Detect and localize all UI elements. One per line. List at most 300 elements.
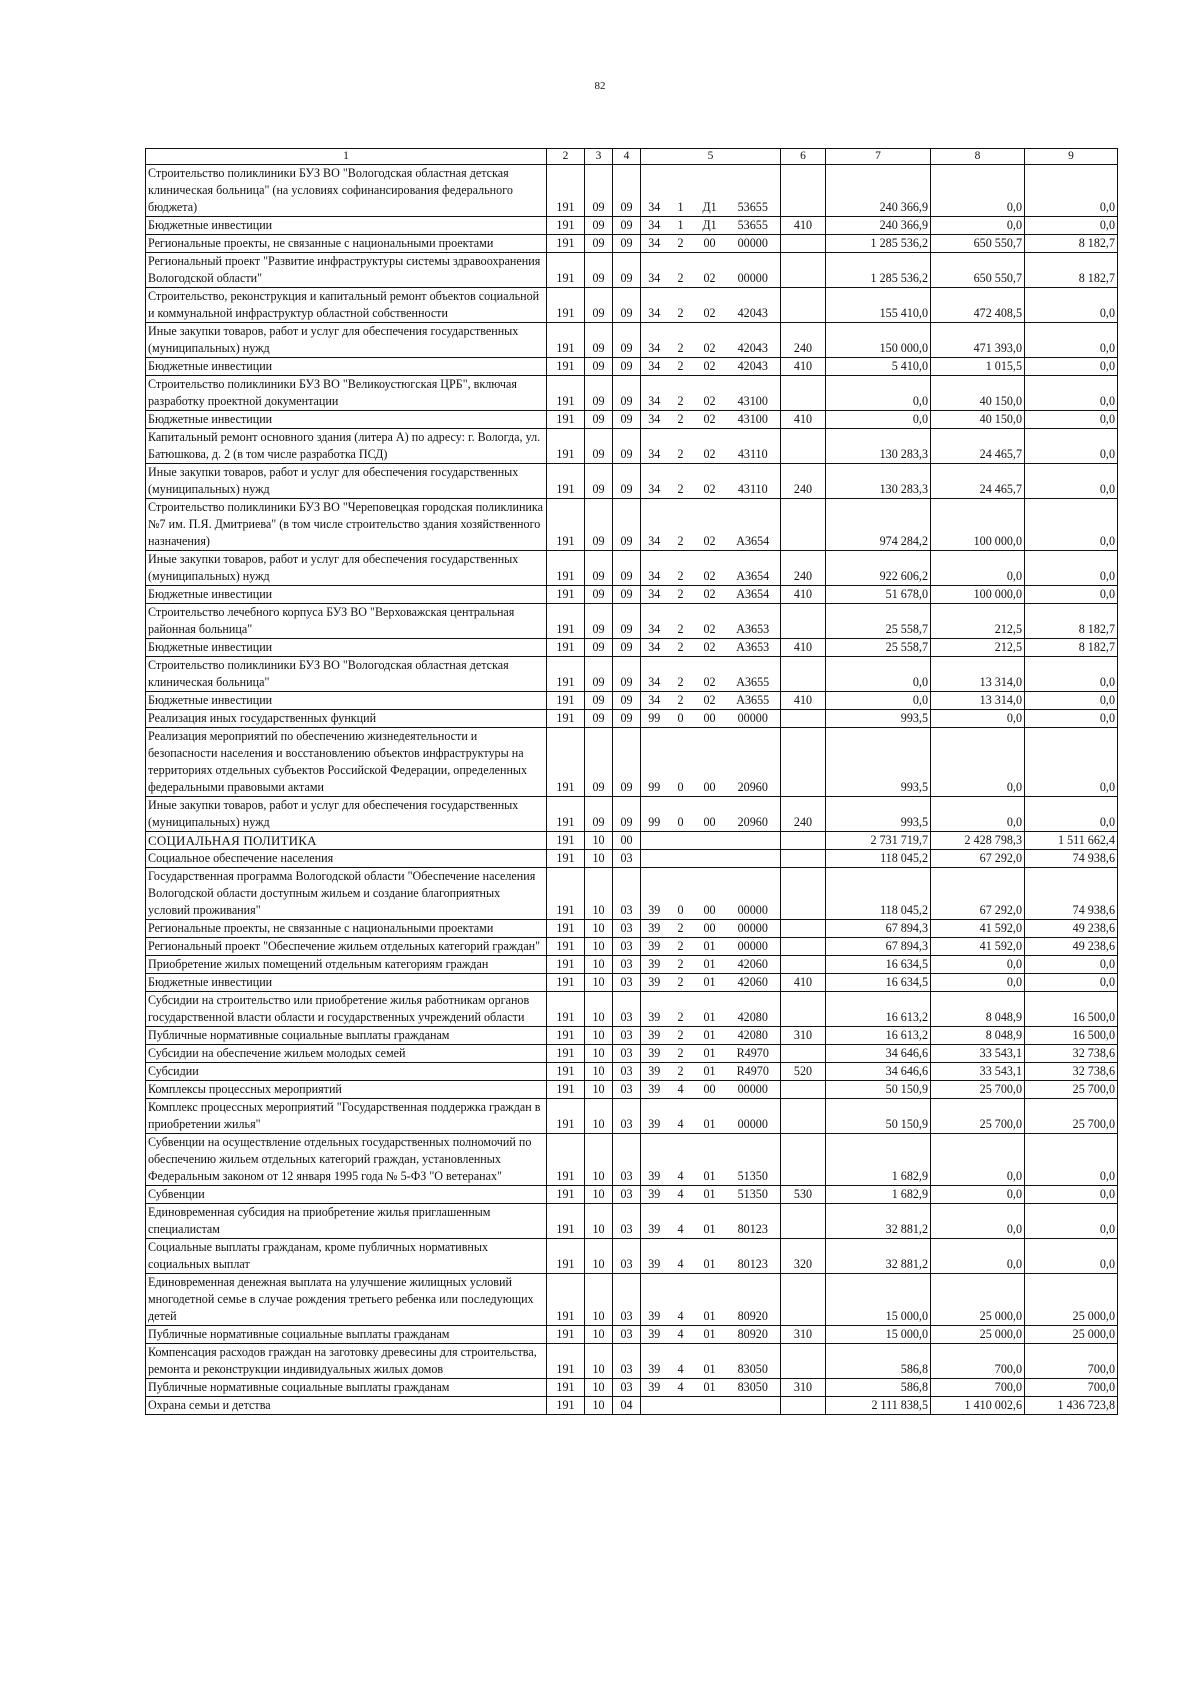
amount-year2-cell: 700,0 <box>931 1379 1025 1397</box>
code-subsection-cell: 09 <box>613 429 641 464</box>
target-direction-cell: А3655 <box>726 692 781 710</box>
row-name-cell: Реализация мероприятий по обеспечению жизнедеятельности и безопасности населения и восстановлению объектов инфраструктуры на территориях отдельных субъектов Российской Федерации, определенных федеральными правовыми актами <box>146 728 547 797</box>
target-program-cell: 39 <box>641 1081 668 1099</box>
target-program-cell: 34 <box>641 639 668 657</box>
amount-year1-cell: 130 283,3 <box>826 429 931 464</box>
target-subprogram-cell: 01 <box>694 992 726 1027</box>
expense-type-cell <box>781 728 826 797</box>
amount-year2-cell: 472 408,5 <box>931 288 1025 323</box>
target-type-cell: 2 <box>668 288 694 323</box>
row-name-cell: Региональные проекты, не связанные с национальными проектами <box>146 920 547 938</box>
expense-type-cell <box>781 1099 826 1134</box>
code-grbs-cell: 191 <box>547 657 585 692</box>
row-name-cell: Строительство поликлиники БУЗ ВО "Вологодская областная детская клиническая больница" (на условиях софинансирования федерального бюджета) <box>146 165 547 217</box>
code-grbs-cell: 191 <box>547 992 585 1027</box>
code-grbs-cell: 191 <box>547 499 585 551</box>
table-row <box>146 358 1118 376</box>
amount-year1-cell: 32 881,2 <box>826 1204 931 1239</box>
amount-year3-cell: 0,0 <box>1025 956 1118 974</box>
row-name-cell: Капитальный ремонт основного здания (литера А) по адресу: г. Вологда, ул. Батюшкова, д. 2 (в том числе разработка ПСД) <box>146 429 547 464</box>
expense-type-cell: 240 <box>781 797 826 832</box>
expense-type-cell <box>781 1397 826 1415</box>
target-program-cell: 39 <box>641 1186 668 1204</box>
amount-year2-cell: 0,0 <box>931 217 1025 235</box>
target-direction-cell: 83050 <box>726 1344 781 1379</box>
expense-type-cell: 240 <box>781 551 826 586</box>
target-subprogram-cell: 02 <box>694 429 726 464</box>
row-name-cell: Субсидии на строительство или приобретение жилья работникам органов государственной власти области и государственных учреждений области <box>146 992 547 1027</box>
target-type-cell: 2 <box>668 604 694 639</box>
expense-type-cell: 410 <box>781 586 826 604</box>
row-name-cell: Бюджетные инвестиции <box>146 358 547 376</box>
row-name-cell: Субсидии на обеспечение жильем молодых семей <box>146 1045 547 1063</box>
row-name-cell: Иные закупки товаров, работ и услуг для обеспечения государственных (муниципальных) нужд <box>146 797 547 832</box>
table-row <box>146 797 1118 832</box>
target-subprogram-cell <box>694 832 726 850</box>
target-subprogram-cell: 01 <box>694 1239 726 1274</box>
code-grbs-cell: 191 <box>547 974 585 992</box>
expense-type-cell: 320 <box>781 1239 826 1274</box>
expense-type-cell: 310 <box>781 1379 826 1397</box>
expense-type-cell <box>781 832 826 850</box>
amount-year3-cell: 25 000,0 <box>1025 1326 1118 1344</box>
expense-type-cell <box>781 165 826 217</box>
amount-year3-cell: 0,0 <box>1025 657 1118 692</box>
target-type-cell: 0 <box>668 728 694 797</box>
target-program-cell: 39 <box>641 1045 668 1063</box>
code-grbs-cell: 191 <box>547 1045 585 1063</box>
code-section-cell: 09 <box>585 358 613 376</box>
expense-type-cell: 240 <box>781 323 826 358</box>
code-section-cell: 10 <box>585 1081 613 1099</box>
row-name-cell: Строительство поликлиники БУЗ ВО "Вологодская областная детская клиническая больница" <box>146 657 547 692</box>
amount-year1-cell: 16 634,5 <box>826 974 931 992</box>
amount-year3-cell: 8 182,7 <box>1025 604 1118 639</box>
target-type-cell: 2 <box>668 938 694 956</box>
page-number: 82 <box>594 80 606 92</box>
expense-type-cell <box>781 604 826 639</box>
row-name-cell: Строительство лечебного корпуса БУЗ ВО "Верховажская центральная районная больница" <box>146 604 547 639</box>
row-name-cell: Приобретение жилых помещений отдельным категориям граждан <box>146 956 547 974</box>
amount-year2-cell: 25 700,0 <box>931 1081 1025 1099</box>
amount-year3-cell: 74 938,6 <box>1025 850 1118 868</box>
amount-year1-cell: 922 606,2 <box>826 551 931 586</box>
row-name-cell: Публичные нормативные социальные выплаты гражданам <box>146 1027 547 1045</box>
code-grbs-cell: 191 <box>547 288 585 323</box>
target-program-cell: 99 <box>641 728 668 797</box>
code-grbs-cell: 191 <box>547 1063 585 1081</box>
target-direction-cell: 51350 <box>726 1134 781 1186</box>
target-type-cell: 2 <box>668 1045 694 1063</box>
code-subsection-cell: 03 <box>613 850 641 868</box>
code-grbs-cell: 191 <box>547 429 585 464</box>
target-type-cell: 2 <box>668 992 694 1027</box>
code-subsection-cell: 03 <box>613 1204 641 1239</box>
target-type-cell: 0 <box>668 710 694 728</box>
code-subsection-cell: 03 <box>613 868 641 920</box>
amount-year2-cell: 13 314,0 <box>931 692 1025 710</box>
code-grbs-cell: 191 <box>547 253 585 288</box>
code-grbs-cell: 191 <box>547 938 585 956</box>
code-section-cell: 09 <box>585 376 613 411</box>
amount-year1-cell: 2 111 838,5 <box>826 1397 931 1415</box>
target-direction-cell: R4970 <box>726 1045 781 1063</box>
target-type-cell: 4 <box>668 1239 694 1274</box>
code-subsection-cell: 09 <box>613 411 641 429</box>
table-row <box>146 1081 1118 1099</box>
target-subprogram-cell: 00 <box>694 1081 726 1099</box>
target-type-cell: 0 <box>668 868 694 920</box>
target-program-cell: 39 <box>641 868 668 920</box>
table-row <box>146 956 1118 974</box>
code-section-cell: 10 <box>585 1274 613 1326</box>
row-name-cell: Государственная программа Вологодской области "Обеспечение населения Вологодской области доступным жильем и создание благоприятных условий проживания" <box>146 868 547 920</box>
code-section-cell: 09 <box>585 165 613 217</box>
target-subprogram-cell: 02 <box>694 657 726 692</box>
code-section-cell: 10 <box>585 992 613 1027</box>
expense-type-cell <box>781 868 826 920</box>
table-row <box>146 1239 1118 1274</box>
code-grbs-cell: 191 <box>547 1081 585 1099</box>
target-direction-cell: 43110 <box>726 464 781 499</box>
code-subsection-cell: 03 <box>613 1274 641 1326</box>
code-section-cell: 10 <box>585 1027 613 1045</box>
target-direction-cell: А3654 <box>726 551 781 586</box>
table-row <box>146 868 1118 920</box>
target-direction-cell: 80123 <box>726 1204 781 1239</box>
code-section-cell: 09 <box>585 411 613 429</box>
code-subsection-cell: 09 <box>613 728 641 797</box>
code-section-cell: 10 <box>585 1186 613 1204</box>
amount-year3-cell: 25 700,0 <box>1025 1099 1118 1134</box>
amount-year2-cell: 0,0 <box>931 551 1025 586</box>
target-subprogram-cell: 02 <box>694 288 726 323</box>
target-program-cell: 34 <box>641 657 668 692</box>
amount-year1-cell: 993,5 <box>826 728 931 797</box>
target-type-cell: 2 <box>668 551 694 586</box>
target-program-cell: 39 <box>641 956 668 974</box>
code-section-cell: 10 <box>585 850 613 868</box>
amount-year1-cell: 50 150,9 <box>826 1099 931 1134</box>
target-subprogram-cell: 01 <box>694 1099 726 1134</box>
row-name-cell: Комплексы процессных мероприятий <box>146 1081 547 1099</box>
amount-year1-cell: 67 894,3 <box>826 938 931 956</box>
row-name-cell: Бюджетные инвестиции <box>146 639 547 657</box>
code-grbs-cell: 191 <box>547 710 585 728</box>
target-direction-cell: 00000 <box>726 920 781 938</box>
amount-year1-cell: 118 045,2 <box>826 850 931 868</box>
code-section-cell: 09 <box>585 235 613 253</box>
amount-year3-cell: 25 000,0 <box>1025 1274 1118 1326</box>
amount-year1-cell: 586,8 <box>826 1379 931 1397</box>
target-program-cell: 34 <box>641 376 668 411</box>
code-grbs-cell: 191 <box>547 850 585 868</box>
target-direction-cell: 00000 <box>726 253 781 288</box>
target-subprogram-cell: Д1 <box>694 217 726 235</box>
amount-year2-cell: 0,0 <box>931 165 1025 217</box>
target-direction-cell: 43100 <box>726 376 781 411</box>
amount-year1-cell: 974 284,2 <box>826 499 931 551</box>
code-subsection-cell: 03 <box>613 992 641 1027</box>
amount-year3-cell: 32 738,6 <box>1025 1045 1118 1063</box>
amount-year1-cell: 1 682,9 <box>826 1134 931 1186</box>
code-grbs-cell: 191 <box>547 586 585 604</box>
target-program-cell: 34 <box>641 692 668 710</box>
table-row <box>146 1274 1118 1326</box>
target-type-cell: 2 <box>668 1063 694 1081</box>
target-program-cell: 34 <box>641 323 668 358</box>
target-subprogram-cell: 01 <box>694 1274 726 1326</box>
amount-year3-cell: 8 182,7 <box>1025 639 1118 657</box>
header-cell-8: 8 <box>931 149 1025 165</box>
target-subprogram-cell: 01 <box>694 956 726 974</box>
table-row <box>146 639 1118 657</box>
row-name-cell: Бюджетные инвестиции <box>146 217 547 235</box>
header-cell-2: 2 <box>547 149 585 165</box>
target-type-cell: 4 <box>668 1186 694 1204</box>
amount-year3-cell: 0,0 <box>1025 797 1118 832</box>
header-row <box>146 149 1118 165</box>
expense-type-cell <box>781 920 826 938</box>
code-grbs-cell: 191 <box>547 551 585 586</box>
code-subsection-cell: 09 <box>613 692 641 710</box>
expense-type-cell: 410 <box>781 692 826 710</box>
target-type-cell: 2 <box>668 376 694 411</box>
target-program-cell: 34 <box>641 253 668 288</box>
target-subprogram-cell: 00 <box>694 797 726 832</box>
code-grbs-cell: 191 <box>547 358 585 376</box>
code-section-cell: 10 <box>585 920 613 938</box>
row-name-cell: Субсидии <box>146 1063 547 1081</box>
amount-year2-cell: 0,0 <box>931 728 1025 797</box>
code-grbs-cell: 191 <box>547 1099 585 1134</box>
expense-type-cell: 410 <box>781 411 826 429</box>
code-grbs-cell: 191 <box>547 868 585 920</box>
amount-year1-cell: 16 613,2 <box>826 992 931 1027</box>
amount-year2-cell: 0,0 <box>931 710 1025 728</box>
code-section-cell: 10 <box>585 1134 613 1186</box>
amount-year2-cell: 67 292,0 <box>931 850 1025 868</box>
target-direction-cell: 51350 <box>726 1186 781 1204</box>
expense-type-cell <box>781 710 826 728</box>
amount-year3-cell: 700,0 <box>1025 1379 1118 1397</box>
expense-type-cell <box>781 1344 826 1379</box>
expense-type-cell: 530 <box>781 1186 826 1204</box>
amount-year1-cell: 34 646,6 <box>826 1063 931 1081</box>
amount-year3-cell: 0,0 <box>1025 974 1118 992</box>
code-subsection-cell: 09 <box>613 165 641 217</box>
code-subsection-cell: 09 <box>613 288 641 323</box>
table-row <box>146 938 1118 956</box>
amount-year1-cell: 15 000,0 <box>826 1274 931 1326</box>
target-subprogram-cell: 00 <box>694 868 726 920</box>
code-grbs-cell: 191 <box>547 464 585 499</box>
expense-type-cell <box>781 253 826 288</box>
code-grbs-cell: 191 <box>547 323 585 358</box>
code-subsection-cell: 09 <box>613 639 641 657</box>
target-type-cell: 2 <box>668 586 694 604</box>
code-section-cell: 10 <box>585 1397 613 1415</box>
code-grbs-cell: 191 <box>547 639 585 657</box>
amount-year1-cell: 0,0 <box>826 692 931 710</box>
expense-type-cell: 410 <box>781 217 826 235</box>
expense-type-cell <box>781 429 826 464</box>
target-subprogram-cell: 01 <box>694 1326 726 1344</box>
target-program-cell: 34 <box>641 358 668 376</box>
target-subprogram-cell <box>694 1397 726 1415</box>
amount-year2-cell: 25 000,0 <box>931 1326 1025 1344</box>
expense-type-cell <box>781 1045 826 1063</box>
amount-year3-cell: 0,0 <box>1025 692 1118 710</box>
target-direction-cell: 80920 <box>726 1326 781 1344</box>
amount-year1-cell: 34 646,6 <box>826 1045 931 1063</box>
table-row <box>146 1027 1118 1045</box>
code-subsection-cell: 09 <box>613 376 641 411</box>
code-section-cell: 10 <box>585 938 613 956</box>
amount-year2-cell: 0,0 <box>931 797 1025 832</box>
target-subprogram-cell <box>694 850 726 868</box>
target-type-cell: 2 <box>668 323 694 358</box>
amount-year2-cell: 0,0 <box>931 956 1025 974</box>
amount-year2-cell: 0,0 <box>931 1239 1025 1274</box>
target-direction-cell: 80123 <box>726 1239 781 1274</box>
code-grbs-cell: 191 <box>547 1397 585 1415</box>
code-grbs-cell: 191 <box>547 217 585 235</box>
expense-type-cell <box>781 850 826 868</box>
expense-type-cell <box>781 235 826 253</box>
amount-year3-cell: 0,0 <box>1025 710 1118 728</box>
target-subprogram-cell: 01 <box>694 1045 726 1063</box>
amount-year2-cell: 0,0 <box>931 1204 1025 1239</box>
target-type-cell: 0 <box>668 797 694 832</box>
target-subprogram-cell: 02 <box>694 358 726 376</box>
expense-type-cell <box>781 938 826 956</box>
target-program-cell: 34 <box>641 235 668 253</box>
table-row <box>146 1204 1118 1239</box>
amount-year2-cell: 1 410 002,6 <box>931 1397 1025 1415</box>
target-direction-cell: 00000 <box>726 1081 781 1099</box>
code-subsection-cell: 09 <box>613 464 641 499</box>
code-section-cell: 10 <box>585 1099 613 1134</box>
code-grbs-cell: 191 <box>547 1027 585 1045</box>
expense-type-cell <box>781 1134 826 1186</box>
code-subsection-cell: 03 <box>613 1081 641 1099</box>
code-grbs-cell: 191 <box>547 956 585 974</box>
amount-year1-cell: 32 881,2 <box>826 1239 931 1274</box>
target-program-cell: 34 <box>641 217 668 235</box>
table-row <box>146 1099 1118 1134</box>
target-type-cell: 1 <box>668 165 694 217</box>
target-subprogram-cell: Д1 <box>694 165 726 217</box>
code-subsection-cell: 03 <box>613 1045 641 1063</box>
target-direction-cell: 53655 <box>726 165 781 217</box>
table-row <box>146 1134 1118 1186</box>
table-row <box>146 1379 1118 1397</box>
code-section-cell: 09 <box>585 797 613 832</box>
table-row <box>146 974 1118 992</box>
target-direction-cell: 00000 <box>726 710 781 728</box>
target-type-cell <box>668 832 694 850</box>
code-section-cell: 10 <box>585 1045 613 1063</box>
code-subsection-cell: 03 <box>613 974 641 992</box>
code-grbs-cell: 191 <box>547 1239 585 1274</box>
expense-type-cell <box>781 499 826 551</box>
target-direction-cell: 00000 <box>726 868 781 920</box>
target-type-cell: 2 <box>668 429 694 464</box>
code-section-cell: 10 <box>585 956 613 974</box>
row-name-cell: Компенсация расходов граждан на заготовку древесины для строительства, ремонта и реконструкции индивидуальных жилых домов <box>146 1344 547 1379</box>
target-type-cell: 2 <box>668 639 694 657</box>
amount-year3-cell: 16 500,0 <box>1025 992 1118 1027</box>
expense-type-cell <box>781 1204 826 1239</box>
code-subsection-cell: 03 <box>613 938 641 956</box>
code-section-cell: 09 <box>585 288 613 323</box>
amount-year2-cell: 0,0 <box>931 1186 1025 1204</box>
table-row <box>146 464 1118 499</box>
table-row <box>146 850 1118 868</box>
code-section-cell: 10 <box>585 1239 613 1274</box>
table-row <box>146 1045 1118 1063</box>
code-subsection-cell: 09 <box>613 358 641 376</box>
amount-year2-cell: 13 314,0 <box>931 657 1025 692</box>
amount-year2-cell: 1 015,5 <box>931 358 1025 376</box>
target-program-cell: 99 <box>641 797 668 832</box>
amount-year3-cell: 49 238,6 <box>1025 938 1118 956</box>
expense-type-cell: 410 <box>781 974 826 992</box>
code-grbs-cell: 191 <box>547 235 585 253</box>
amount-year1-cell: 130 283,3 <box>826 464 931 499</box>
amount-year3-cell: 8 182,7 <box>1025 235 1118 253</box>
code-subsection-cell: 03 <box>613 1134 641 1186</box>
code-section-cell: 09 <box>585 499 613 551</box>
target-type-cell: 4 <box>668 1081 694 1099</box>
header-cell-9: 9 <box>1025 149 1118 165</box>
target-program-cell: 99 <box>641 710 668 728</box>
header-cell-7: 7 <box>826 149 931 165</box>
target-type-cell: 2 <box>668 956 694 974</box>
code-subsection-cell: 09 <box>613 253 641 288</box>
amount-year2-cell: 100 000,0 <box>931 499 1025 551</box>
target-program-cell: 34 <box>641 165 668 217</box>
row-name-cell: Иные закупки товаров, работ и услуг для обеспечения государственных (муниципальных) нужд <box>146 551 547 586</box>
amount-year1-cell: 993,5 <box>826 710 931 728</box>
amount-year1-cell: 993,5 <box>826 797 931 832</box>
code-section-cell: 09 <box>585 551 613 586</box>
code-section-cell: 09 <box>585 604 613 639</box>
table-row <box>146 1344 1118 1379</box>
amount-year2-cell: 8 048,9 <box>931 1027 1025 1045</box>
row-name-cell: Бюджетные инвестиции <box>146 692 547 710</box>
amount-year2-cell: 471 393,0 <box>931 323 1025 358</box>
code-section-cell: 10 <box>585 1379 613 1397</box>
row-name-cell: Единовременная денежная выплата на улучшение жилищных условий многодетной семье в случае рождения третьего ребенка или последующих детей <box>146 1274 547 1326</box>
amount-year2-cell: 67 292,0 <box>931 868 1025 920</box>
code-subsection-cell: 00 <box>613 832 641 850</box>
expense-type-cell <box>781 1274 826 1326</box>
expense-type-cell: 410 <box>781 639 826 657</box>
target-subprogram-cell: 00 <box>694 235 726 253</box>
amount-year2-cell: 33 543,1 <box>931 1063 1025 1081</box>
code-section-cell: 09 <box>585 728 613 797</box>
target-type-cell: 2 <box>668 692 694 710</box>
amount-year3-cell: 0,0 <box>1025 586 1118 604</box>
target-program-cell: 39 <box>641 974 668 992</box>
target-program-cell: 34 <box>641 464 668 499</box>
target-direction-cell: 42043 <box>726 358 781 376</box>
table-row <box>146 692 1118 710</box>
table-row <box>146 253 1118 288</box>
code-subsection-cell: 04 <box>613 1397 641 1415</box>
